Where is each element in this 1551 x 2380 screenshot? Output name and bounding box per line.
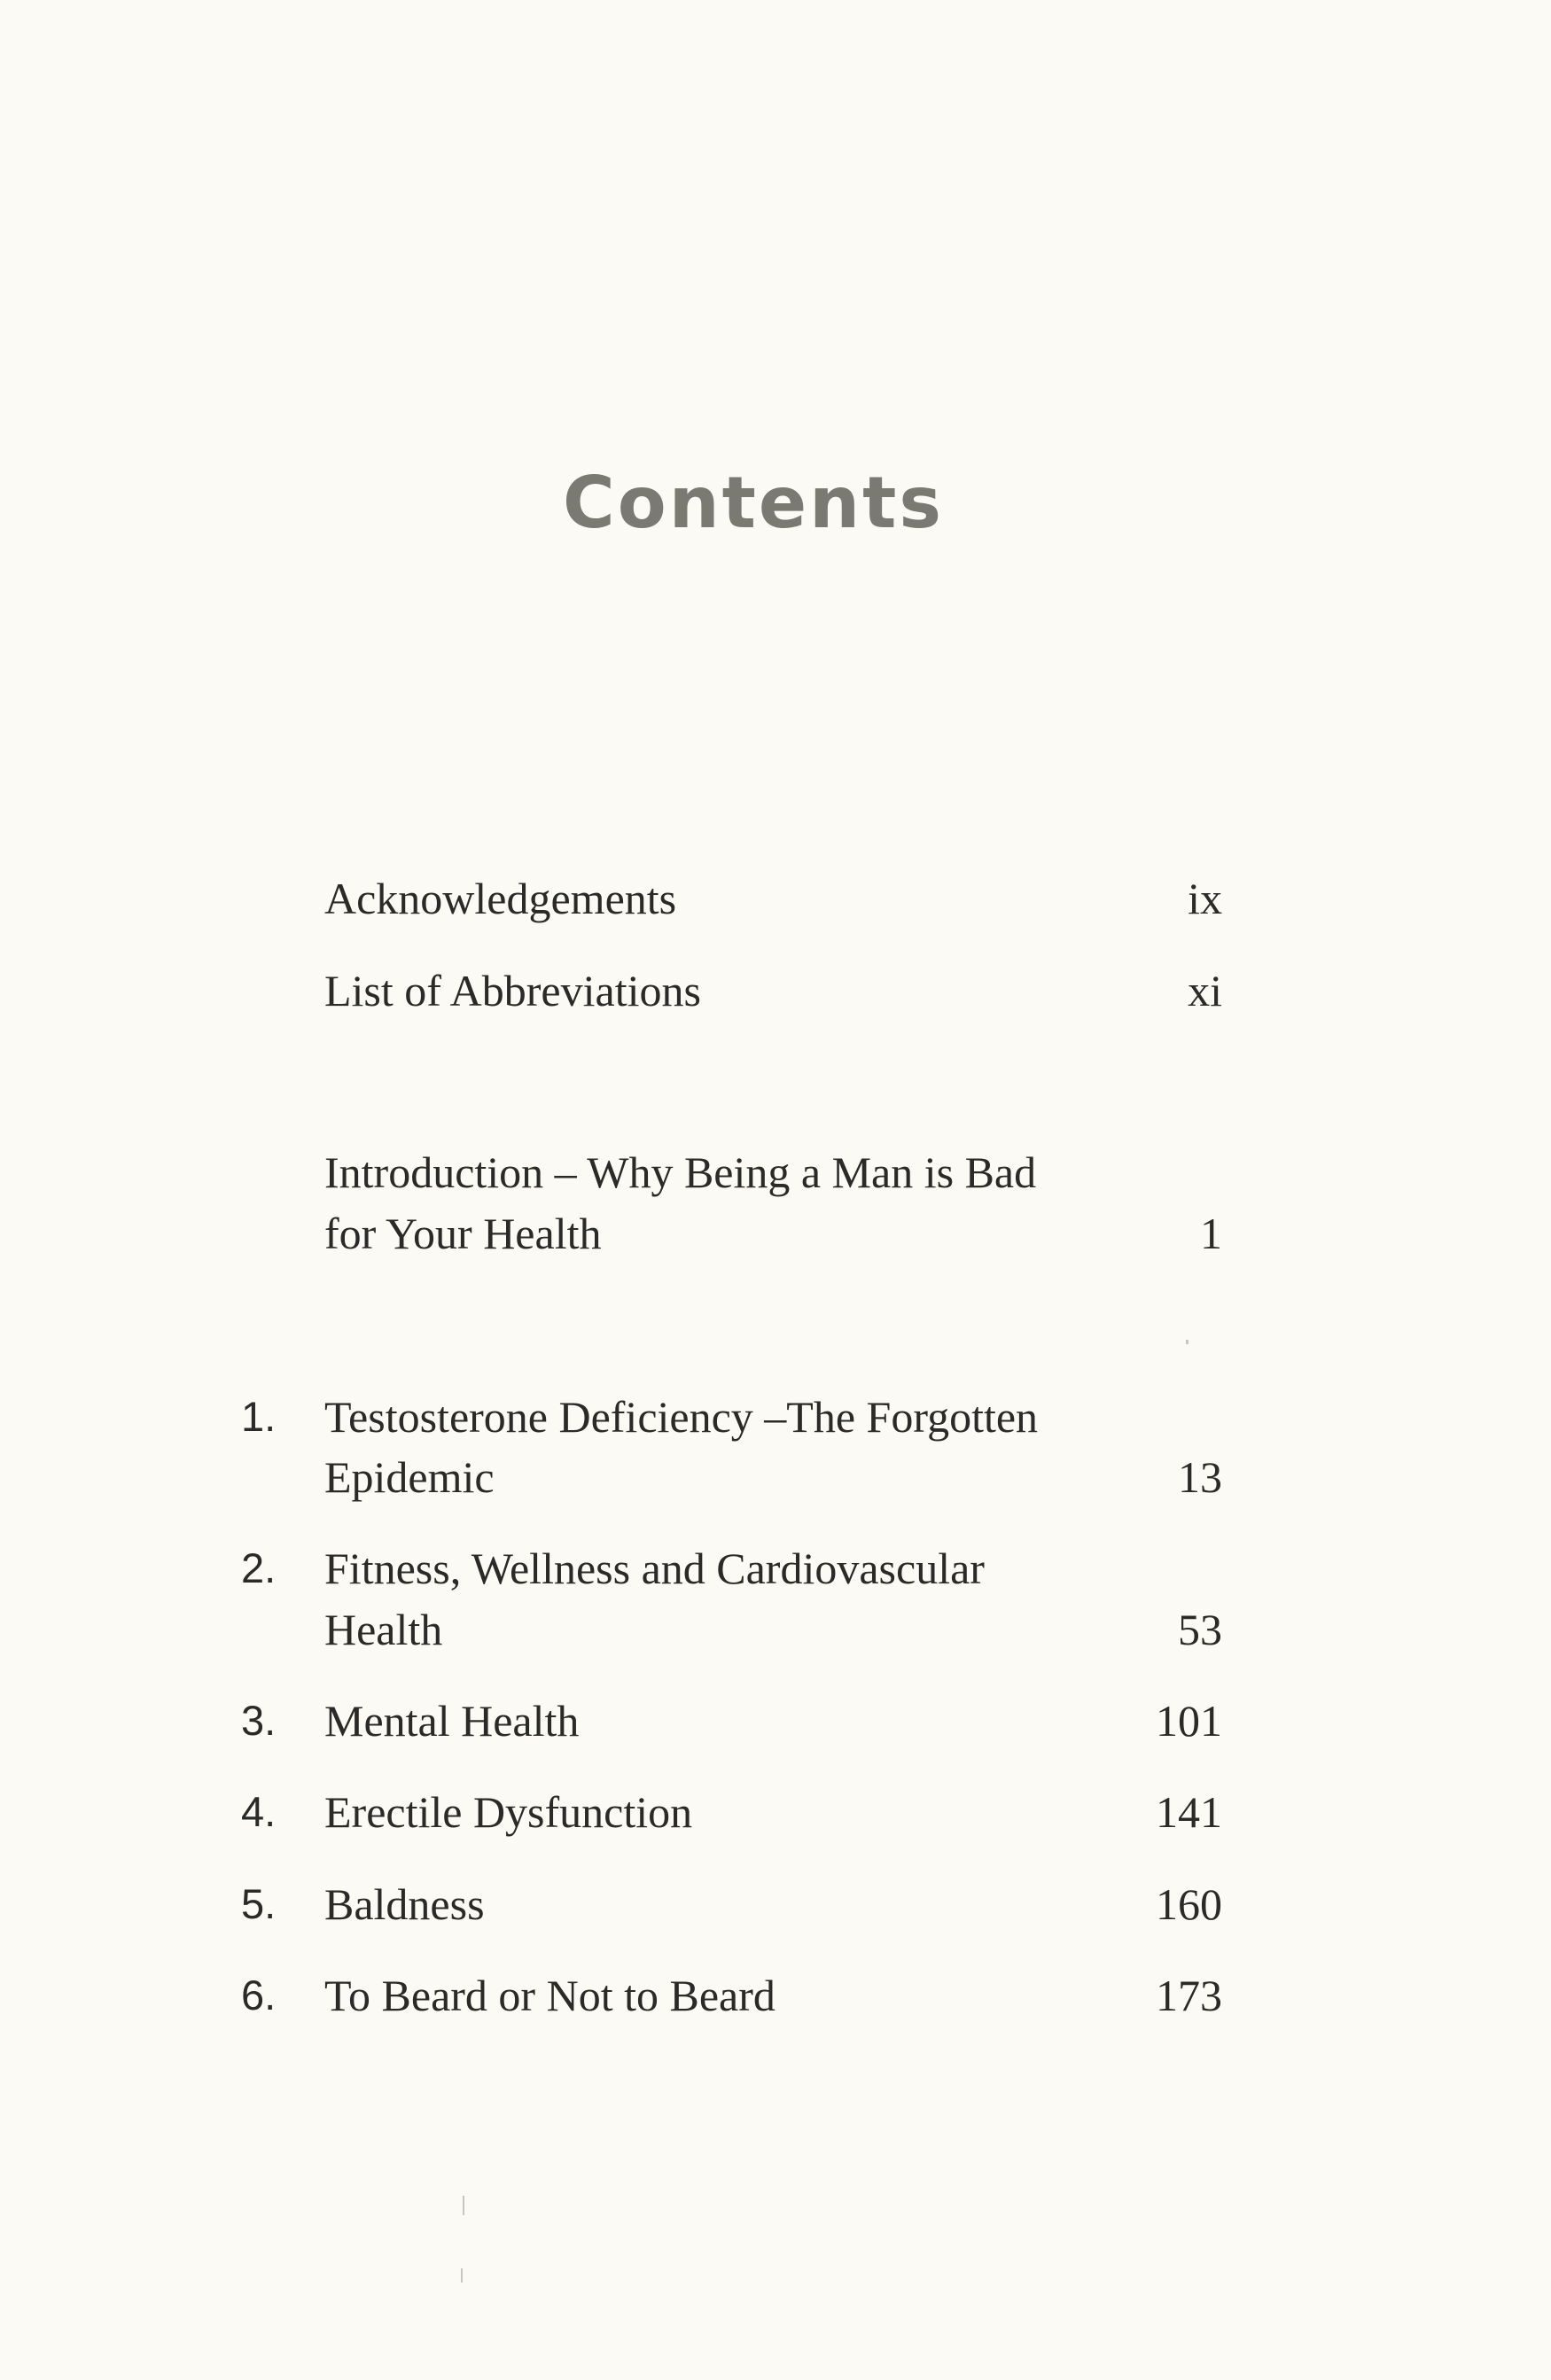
toc-chapter-title-line1: To Beard or Not to Beard — [324, 1971, 776, 2020]
toc-chapter-title-line1: Erectile Dysfunction — [324, 1787, 693, 1837]
toc-chapter-page: 160 — [1156, 1879, 1222, 1929]
toc-chapter-page: 173 — [1156, 1971, 1222, 2020]
toc-chapter-title-line2: Health — [324, 1605, 443, 1654]
scan-speck — [461, 2268, 463, 2283]
toc-chapter-page: 101 — [1156, 1696, 1222, 1746]
toc-page-introduction: 1 — [1200, 1209, 1222, 1258]
toc-chapter-number: 2. — [241, 1544, 277, 1591]
page-title: Contents — [563, 462, 944, 544]
toc-entry-introduction-line1: Introduction – Why Being a Man is Bad — [324, 1147, 1037, 1197]
toc-chapter-page: 141 — [1156, 1787, 1222, 1837]
toc-page-abbreviations: xi — [1188, 966, 1222, 1015]
toc-chapter-number: 4. — [241, 1788, 277, 1835]
toc-chapter-title-line1: Fitness, Wellness and Cardiovascular — [324, 1544, 985, 1593]
toc-chapter-title-line1: Mental Health — [324, 1696, 580, 1746]
toc-chapter-title-line1: Baldness — [324, 1879, 485, 1929]
toc-entry-acknowledgements: Acknowledgements — [324, 874, 677, 923]
toc-page-acknowledgements: ix — [1188, 874, 1222, 923]
toc-chapter-page: 53 — [1178, 1605, 1222, 1654]
toc-entry-introduction-line2: for Your Health — [324, 1209, 602, 1258]
toc-entry-abbreviations: List of Abbreviations — [324, 966, 701, 1015]
scan-speck — [463, 2196, 464, 2215]
scan-speck — [1186, 1340, 1189, 1344]
toc-chapter-title-line1: Testosterone Deficiency –The Forgotten — [324, 1392, 1039, 1442]
toc-chapter-number: 6. — [241, 1972, 277, 2018]
toc-chapter-number: 5. — [241, 1880, 277, 1927]
toc-chapter-page: 13 — [1178, 1452, 1222, 1502]
toc-chapter-title-line2: Epidemic — [324, 1452, 495, 1502]
toc-chapter-number: 1. — [241, 1393, 277, 1440]
toc-chapter-number: 3. — [241, 1697, 277, 1744]
